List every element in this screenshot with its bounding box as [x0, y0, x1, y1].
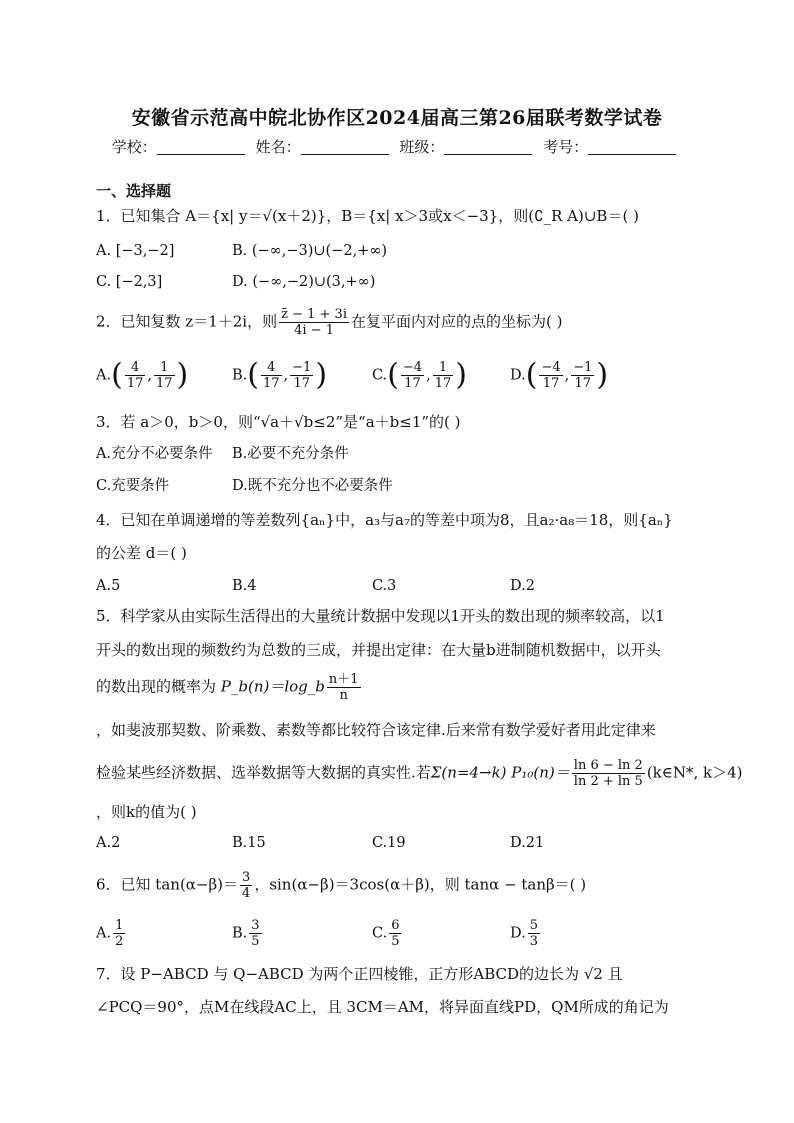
q2-option-d: D.( $\frac{-4}{17}$ , $\frac{-1}{17}$ )	[510, 357, 609, 393]
q5-stem-line6: ，则k的值为( )	[96, 803, 197, 821]
q5-stem-line4: ，如斐波那契数、阶乘数、素数等都比较符合该定律.后来常有数学爱好者用此定律来	[96, 721, 656, 739]
q2-fraction: $\frac{z̄ - 1 + 3i}{4i - 1}$	[281, 307, 347, 338]
q5-stem-line1: 5．科学家从由实际生活得出的大量统计数据中发现以1开头的数出现的频率较高，以1	[96, 607, 665, 625]
q1-stem: 1．已知集合 A＝{x| y＝√(x＋2)}，B＝{x| x＞3或x＜−3}，则(∁_R A)∪B＝( )	[96, 207, 639, 225]
q6-option-d: D. $\frac{5}{3}$	[510, 918, 538, 949]
exam-no-label: 考号：	[543, 138, 589, 156]
q3-option-b: B.必要不充分条件	[232, 446, 349, 462]
q4-option-d: D.2	[510, 578, 535, 594]
q2-option-a: A.( $\frac{4}{17}$ , $\frac{1}{17}$ )	[96, 357, 189, 393]
exam-no-blank[interactable]	[588, 140, 676, 155]
q5-stem-line5: 检验某些经济数据、选举数据等大数据的真实性.若Σ(n=4→k) P₁₀(n)＝ $\frac{\ln 6 - \ln 2}{\ln 2 + \ln 5}$ (k∈N*, k＞4)	[96, 758, 743, 789]
q5-stem-line2: 开头的数出现的频数约为总数的三成，并提出定律：在大量b进制随机数据中，以开头	[96, 641, 661, 659]
q5-option-c: C.19	[372, 835, 406, 851]
q2-option-b: B.( $\frac{4}{17}$ , $\frac{-1}{17}$ )	[232, 357, 328, 393]
q4-stem-line1: 4．已知在单调递增的等差数列{aₙ}中，a₃与a₇的等差中项为8，且a₂·a₈＝18，则{aₙ}	[96, 511, 673, 529]
q5-option-a: A.2	[96, 835, 121, 851]
school-label: 学校：	[111, 138, 157, 156]
q1-option-a: A. [−3,−2]	[96, 243, 175, 259]
exam-title: 安徽省示范高中皖北协作区2024届高三第26届联考数学试卷	[131, 107, 663, 129]
q4-stem-line2: 的公差 d＝( )	[96, 544, 187, 562]
q5-option-b: B.15	[232, 835, 266, 851]
q1-option-d: D. (−∞,−2)∪(3,+∞)	[232, 274, 376, 290]
student-info-row	[0, 136, 794, 157]
section-heading: 一、选择题	[96, 182, 172, 200]
q3-stem: 3．若 a＞0，b＞0，则“√a＋√b≤2”是“a＋b≤1”的( )	[96, 413, 461, 431]
q3-option-d: D.既不充分也不必要条件	[232, 478, 393, 494]
q3-option-a: A.充分不必要条件	[96, 446, 213, 462]
q6-stem: 6．已知 tan(α−β)＝ $\frac{3}{4}$ ，sin(α−β)＝3cos(α＋β)，则 tanα − tanβ＝( )	[96, 870, 587, 901]
q1-option-c: C. [−2,3]	[96, 274, 163, 290]
class-label: 班级：	[399, 138, 445, 156]
q2-option-c: C.( $\frac{-4}{17}$ , $\frac{1}{17}$ )	[372, 357, 467, 393]
q4-option-c: C.3	[372, 578, 397, 594]
school-blank[interactable]	[157, 140, 245, 155]
q7-stem-line2: ∠PCQ＝90°，点M在线段AC上，且 3CM＝AM，将异面直线PD，QM所成的角记为	[96, 998, 669, 1016]
q2-stem: 2．已知复数 z＝1＋2i，则 $\frac{z̄ - 1 + 3i}{4i - 1}$ 在复平面内对应的点的坐标为( )	[96, 307, 563, 338]
q6-option-a: A. $\frac{1}{2}$	[96, 918, 124, 949]
q5-option-d: D.21	[510, 835, 545, 851]
q5-stem-line3: 的数出现的概率为 P_b(n)＝log_b $\frac{n+1}{n}$	[96, 672, 359, 703]
q4-option-b: B.4	[232, 578, 257, 594]
q7-stem-line1: 7．设 P−ABCD 与 Q−ABCD 为两个正四棱锥，正方形ABCD的边长为 √2 且	[96, 965, 623, 983]
name-blank[interactable]	[301, 140, 389, 155]
q6-option-c: C. $\frac{6}{5}$	[372, 918, 400, 949]
q4-option-a: A.5	[96, 578, 121, 594]
q1-option-b: B. (−∞,−3)∪(−2,+∞)	[232, 243, 388, 259]
q6-option-b: B. $\frac{3}{5}$	[232, 918, 260, 949]
q3-option-c: C.充要条件	[96, 478, 170, 494]
class-blank[interactable]	[444, 140, 532, 155]
name-label: 姓名：	[255, 138, 301, 156]
